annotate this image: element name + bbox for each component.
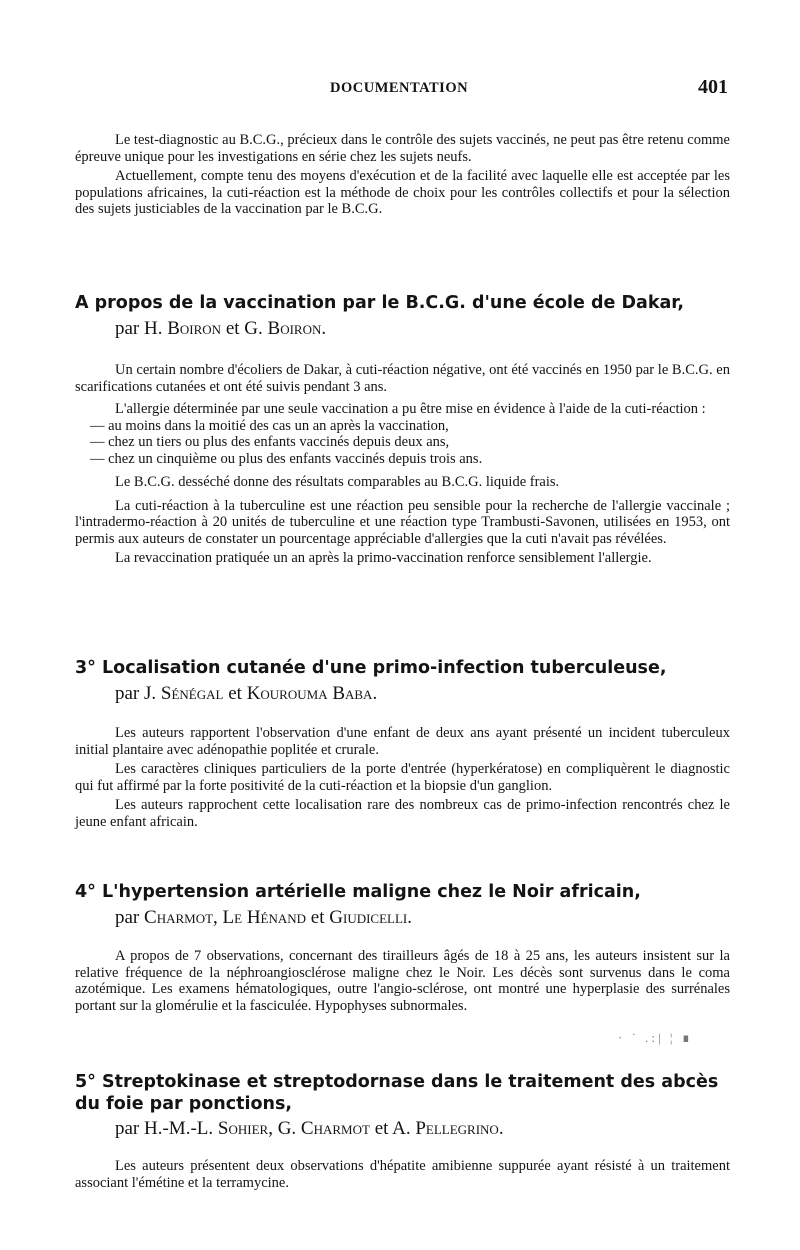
section-4-body bbox=[75, 948, 730, 1014]
section-3-title: 3° Localisation cutanée d'une primo-infection tuberculeuse, bbox=[75, 658, 667, 678]
section-a-body bbox=[75, 362, 730, 567]
paragraph: A propos de 7 observations, concernant des tirailleurs âgés de 18 à 25 ans, les auteurs insistent sur la relative fréquence de la néphroangiosclérose maligne chez le Noir. Les décès sont survenus dans le coma azotémique. Les examens hématologiques, outre l'angio-sclérose, ont montré une hyperplasie des surrénales portant sur la glomérulie et la fasciculée. Hypophyses subnormales. bbox=[75, 948, 730, 1014]
paragraph: Les caractères cliniques particuliers de la porte d'entrée (hyperkératose) en compliquèrent le diagnostic qui fut affirmé par la forte positivité de la cuti-réaction et la biopsie d'un ganglion. bbox=[75, 761, 730, 794]
running-header: DOCUMENTATION bbox=[330, 80, 469, 96]
section-number: 5° bbox=[75, 1072, 96, 1092]
paragraph: Les auteurs rapprochent cette localisation rare des nombreux cas de primo-infection rencontrés chez le jeune enfant africain. bbox=[75, 797, 730, 830]
list-item: — chez un cinquième ou plus des enfants vaccinés depuis trois ans. bbox=[75, 451, 730, 468]
print-artifact: · ˙ .:| ¦ ∎ bbox=[618, 1030, 693, 1045]
paragraph: La cuti-réaction à la tuberculine est une réaction peu sensible pour la recherche de l'allergie vaccinale ; l'intradermo-réaction à 20 unités de tuberculine et une réaction type Trambusti-Savonen, utilisées en 1953, ont permis aux auteurs de constater un pourcentage appréciable d'allergies que la cuti n'avait pas révélées. bbox=[75, 497, 730, 547]
paragraph: Les auteurs rapportent l'observation d'une enfant de deux ans ayant présenté un incident tuberculeux initial plantaire avec adénopathie poplitée et crurale. bbox=[75, 725, 730, 758]
section-4-title: 4° L'hypertension artérielle maligne chez le Noir africain, bbox=[75, 882, 641, 902]
paragraph: Le test-diagnostic au B.C.G., précieux dans le contrôle des sujets vaccinés, ne peut pas être retenu comme épreuve unique pour les investigations en série chez les sujets neufs. bbox=[75, 132, 730, 165]
paragraph: Les auteurs présentent deux observations d'hépatite amibienne suppurée ayant résisté à un traitement associant l'émétine et la terramycine. bbox=[75, 1158, 730, 1191]
section-a-authors: par H. Boiron et G. Boiron. bbox=[115, 318, 327, 339]
result-list bbox=[75, 418, 730, 468]
paragraph: L'allergie déterminée par une seule vaccination a pu être mise en évidence à l'aide de la cuti-réaction : bbox=[115, 401, 706, 417]
section-4-authors: par Charmot, Le Hénand et Giudicelli. bbox=[115, 907, 412, 928]
section-number: 4° bbox=[75, 882, 96, 902]
paragraph: La revaccination pratiquée un an après la primo-vaccination renforce sensiblement l'allergie. bbox=[115, 550, 652, 566]
list-item: — au moins dans la moitié des cas un an après la vaccination, bbox=[75, 418, 730, 435]
paragraph: Actuellement, compte tenu des moyens d'exécution et de la facilité avec laquelle elle est acceptée par les populations africaines, la cuti-réaction est la méthode de choix pour les contrôles collectifs et pour la sélection des sujets justiciables de la vaccination par le B.C.G. bbox=[75, 168, 730, 217]
section-3-authors: par J. Sénégal et Kourouma Baba. bbox=[115, 683, 378, 704]
section-a-title: A propos de la vaccination par le B.C.G. d'une école de Dakar, bbox=[75, 293, 684, 313]
section-5-title: 5° Streptokinase et streptodornase dans le traitement des abcès du foie par ponctions, bbox=[75, 1072, 719, 1114]
section-5-authors: par H.-M.-L. Sohier, G. Charmot et A. Pellegrino. bbox=[115, 1118, 504, 1139]
section-5-body bbox=[75, 1158, 730, 1191]
page-number: 401 bbox=[698, 76, 728, 98]
list-item: — chez un tiers ou plus des enfants vaccinés depuis deux ans, bbox=[75, 434, 730, 451]
section-3-body bbox=[75, 725, 730, 830]
intro-text bbox=[75, 132, 730, 218]
paragraph: Le B.C.G. desséché donne des résultats comparables au B.C.G. liquide frais. bbox=[115, 474, 560, 490]
paragraph: Un certain nombre d'écoliers de Dakar, à cuti-réaction négative, ont été vaccinés en 1950 par le B.C.G. en scarifications cutanées et ont été suivis pendant 3 ans. bbox=[75, 362, 730, 395]
section-number: 3° bbox=[75, 658, 96, 678]
